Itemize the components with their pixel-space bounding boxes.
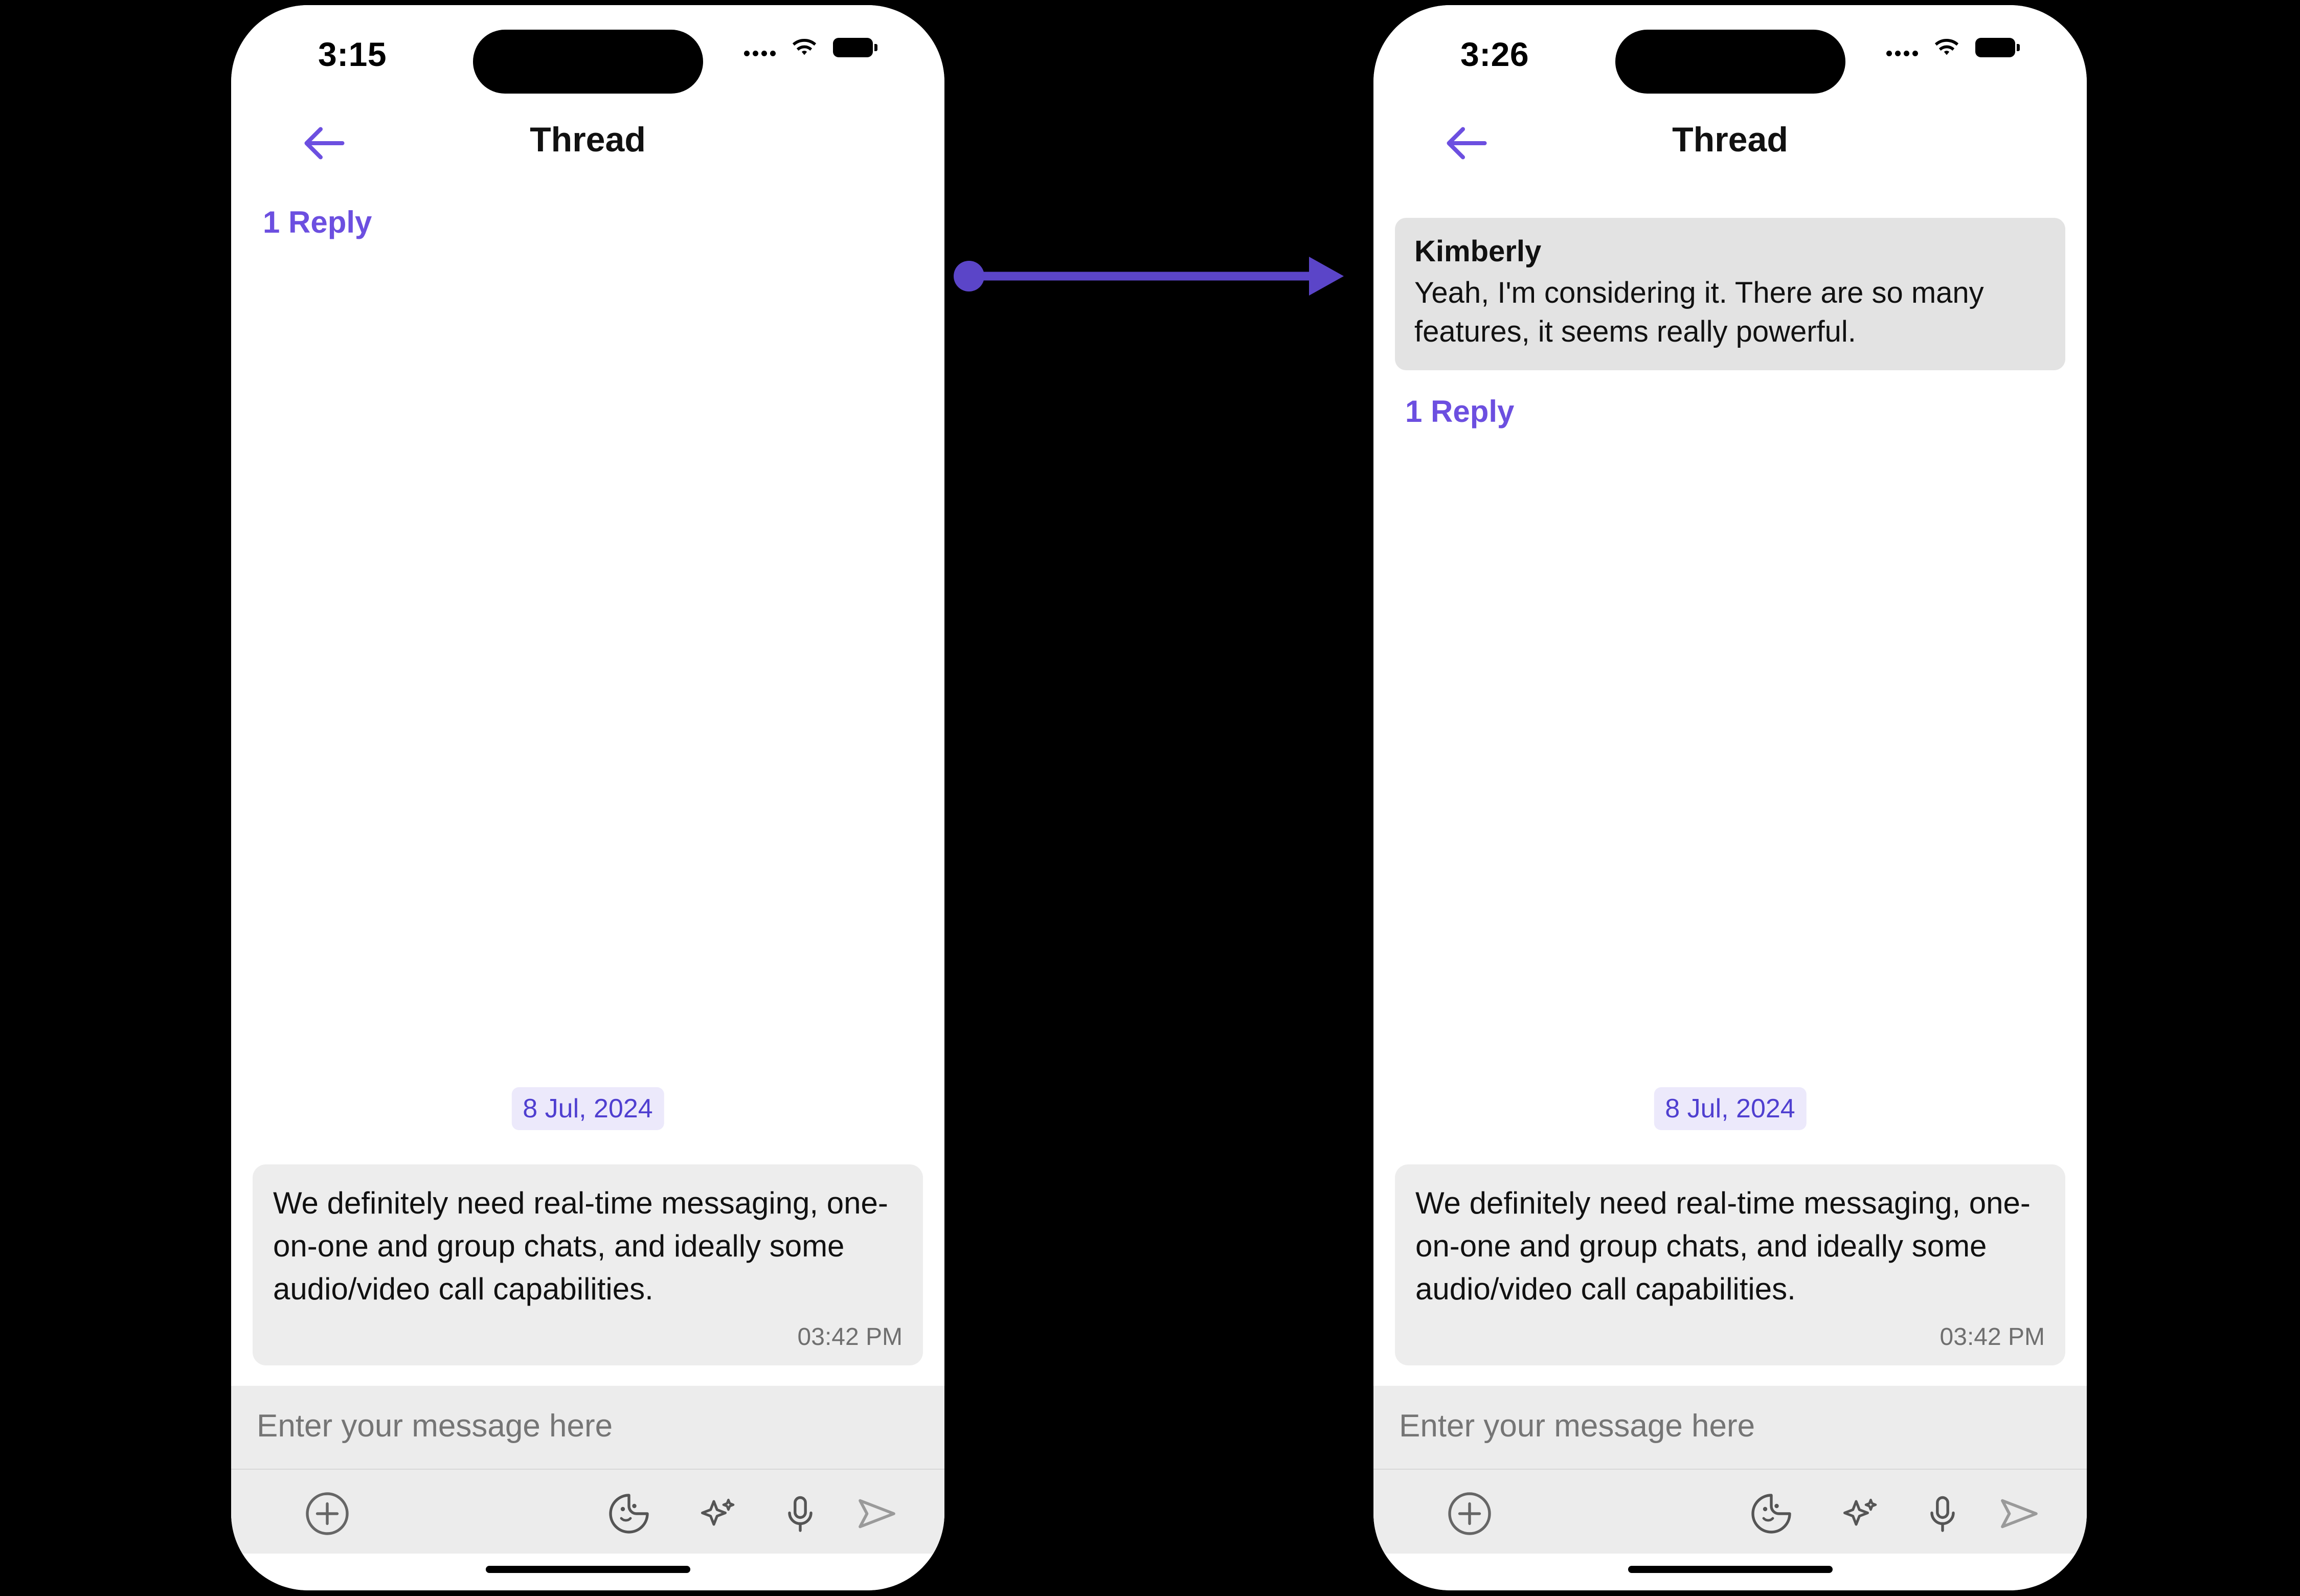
status-time: 3:26 (1460, 35, 1529, 73)
message-text: We definitely need real-time messaging, one-on-one and group chats, and ideally some audio/video call capabilities. (273, 1186, 888, 1306)
sparkle-icon[interactable] (1836, 1489, 1885, 1538)
phone-after (1373, 5, 2087, 1590)
date-separator: 8 Jul, 2024 (511, 1087, 664, 1130)
plus-icon[interactable] (303, 1489, 352, 1538)
parent-message-text: Yeah, I'm considering it. There are so many features, it seems really powerful. (1414, 276, 1984, 349)
nav-bar (231, 107, 944, 179)
parent-message[interactable] (1395, 218, 2065, 370)
thread-content-after (1373, 184, 2087, 1386)
screen-after (1373, 5, 2087, 1590)
message-input[interactable] (1398, 1407, 1971, 1445)
status-indicators (744, 37, 873, 58)
status-bar (231, 5, 944, 107)
reply-count[interactable]: 1 Reply (1405, 394, 1515, 429)
thread-content-before (231, 184, 944, 1386)
status-indicators (1886, 37, 2015, 58)
battery-full-icon (1975, 38, 2015, 57)
composer-toolbar (231, 1476, 944, 1547)
sparkle-icon[interactable] (694, 1489, 743, 1538)
composer-divider (231, 1469, 944, 1470)
parent-message-sender: Kimberly (1414, 235, 1542, 268)
message-text: We definitely need real-time messaging, one-on-one and group chats, and ideally some audio/video call capabilities. (1415, 1186, 2031, 1306)
dynamic-island (1615, 30, 1845, 94)
home-indicator (486, 1566, 690, 1573)
message-bubble[interactable] (253, 1164, 923, 1365)
wifi-icon (1932, 37, 1961, 58)
status-time: 3:15 (318, 35, 387, 73)
screen-before (231, 5, 944, 1590)
page-title: Thread (530, 120, 646, 159)
composer-toolbar (1373, 1476, 2087, 1547)
nav-bar (1373, 107, 2087, 179)
message-composer (231, 1386, 944, 1554)
message-timestamp: 03:42 PM (797, 1323, 903, 1351)
reply-count[interactable]: 1 Reply (263, 205, 372, 239)
page-title: Thread (1672, 120, 1788, 159)
send-icon[interactable] (852, 1489, 901, 1538)
transition-arrow (951, 245, 1360, 307)
microphone-icon[interactable] (1918, 1489, 1967, 1538)
dynamic-island (473, 30, 703, 94)
home-indicator (1628, 1566, 1833, 1573)
phone-before (231, 5, 944, 1590)
composer-divider (1373, 1469, 2087, 1470)
signal-dots-icon (1886, 39, 1918, 56)
wifi-icon (790, 37, 819, 58)
message-input[interactable] (256, 1407, 828, 1445)
message-composer (1373, 1386, 2087, 1554)
sticker-icon[interactable] (604, 1489, 653, 1538)
battery-full-icon (833, 38, 873, 57)
date-separator: 8 Jul, 2024 (1654, 1087, 1806, 1130)
message-timestamp: 03:42 PM (1940, 1323, 2045, 1351)
plus-icon[interactable] (1445, 1489, 1494, 1538)
message-bubble[interactable] (1395, 1164, 2065, 1365)
signal-dots-icon (744, 39, 776, 56)
sticker-icon[interactable] (1747, 1489, 1796, 1538)
microphone-icon[interactable] (776, 1489, 825, 1538)
status-bar (1373, 5, 2087, 107)
send-icon[interactable] (1995, 1489, 2044, 1538)
